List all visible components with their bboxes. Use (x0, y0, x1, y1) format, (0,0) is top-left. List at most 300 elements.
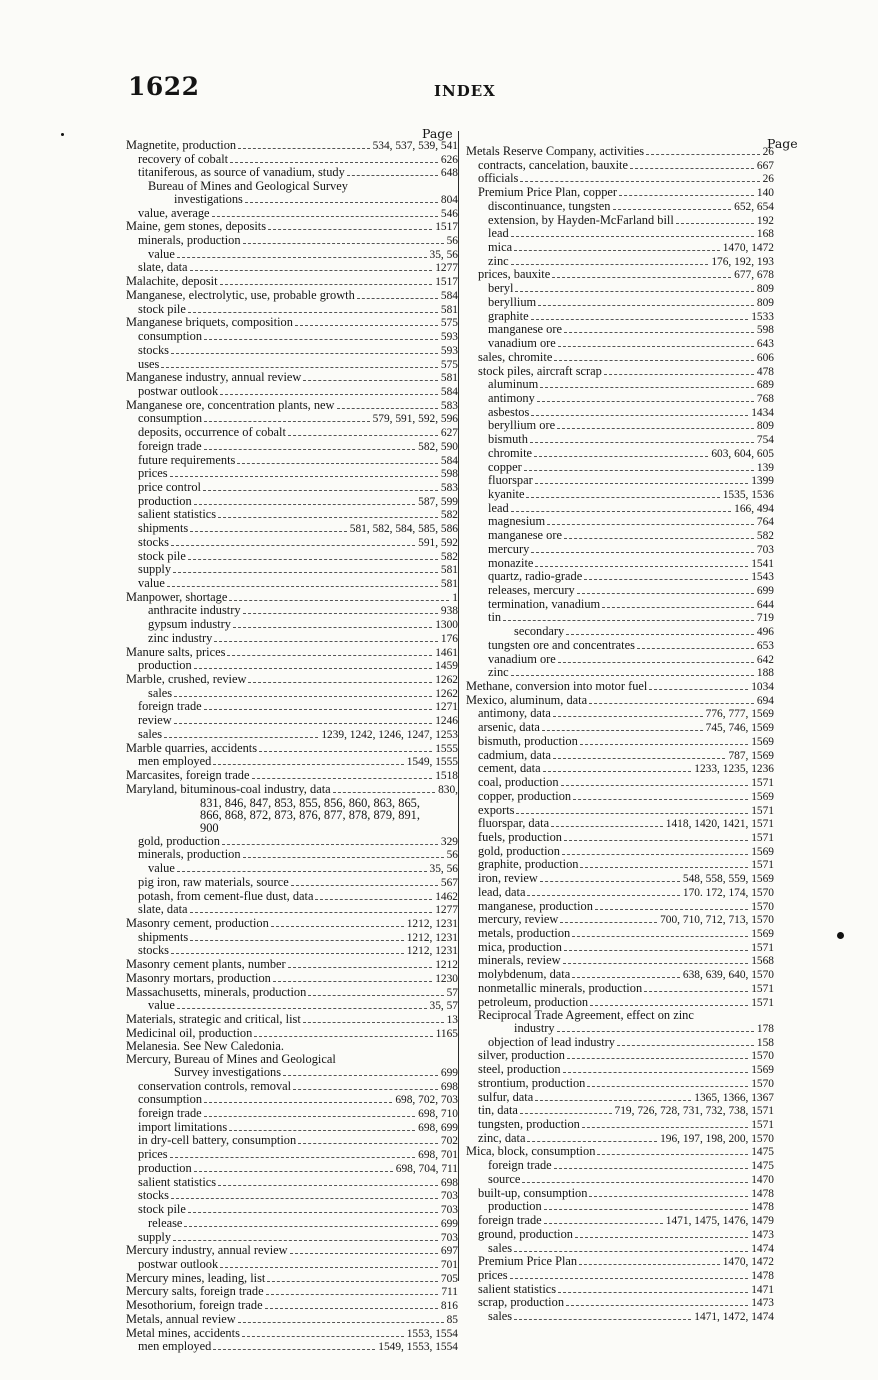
entry-pages: 587, 599 (418, 495, 458, 508)
dot-leader (337, 408, 438, 409)
entry-text: mica (488, 240, 513, 255)
entry-text: Masonry mortars, production (126, 970, 271, 985)
dot-leader (516, 813, 748, 814)
dot-leader (537, 401, 754, 402)
dot-leader (572, 977, 680, 978)
index-entry (126, 835, 458, 849)
dot-leader (213, 1349, 375, 1350)
entry-text: minerals, review (478, 953, 561, 968)
entry-text: value, average (138, 205, 210, 220)
entry-text: sales, chromite (478, 349, 553, 364)
dot-leader (214, 641, 438, 642)
entry-pages: 1569 (751, 790, 774, 803)
dot-leader (561, 785, 749, 786)
index-entry (126, 440, 458, 454)
dot-leader (243, 243, 444, 244)
entry-pages: 1470, 1472 (722, 242, 774, 255)
entry-pages: 1533 (751, 310, 774, 323)
entry-pages: 579, 591, 592, 596 (372, 413, 458, 426)
entry-text: release (148, 1215, 183, 1230)
entry-pages: 643 (756, 338, 774, 351)
index-entry (466, 1145, 774, 1159)
index-entry (126, 153, 458, 167)
entry-text: Metals, annual review (126, 1311, 236, 1326)
index-entry (126, 522, 458, 536)
dot-leader (303, 1022, 444, 1023)
index-entry (466, 1173, 774, 1187)
entry-text: chromite (488, 445, 533, 460)
dot-leader (553, 716, 703, 717)
index-entry (126, 508, 458, 522)
dot-leader (170, 1157, 416, 1158)
dot-leader (515, 291, 753, 292)
dot-leader (534, 456, 708, 457)
entry-text: cadmium, data (478, 747, 551, 762)
entry-text: secondary (514, 624, 565, 639)
dot-leader (171, 353, 438, 354)
entry-pages: 1517 (435, 221, 458, 234)
index-entry (466, 214, 774, 228)
entry-pages: 584 (440, 289, 458, 302)
index-entry (126, 822, 458, 835)
dot-leader (589, 1196, 748, 1197)
index-entry (126, 399, 458, 413)
index-entry (466, 845, 774, 859)
dot-leader (514, 1251, 748, 1252)
dot-leader (161, 367, 438, 368)
dot-leader (584, 579, 748, 580)
entry-text: manganese ore (488, 322, 562, 337)
dot-leader (243, 857, 444, 858)
entry-text: fluorspar (488, 473, 533, 488)
dot-leader (514, 250, 720, 251)
entry-pages: 1543 (751, 571, 774, 584)
dot-leader (167, 586, 438, 587)
entry-pages: 478 (756, 365, 774, 378)
entry-text: beryllium ore (488, 418, 556, 433)
index-entry (126, 234, 458, 248)
index-entry (126, 412, 458, 426)
entry-text: prices (138, 1147, 168, 1162)
index-entry (126, 931, 458, 945)
index-entry (126, 632, 458, 646)
index-entry (126, 303, 458, 317)
entry-text: quartz, radio-grade (488, 569, 583, 584)
entry-pages: 698, 702, 703 (395, 1094, 458, 1107)
entry-pages: 1262 (435, 687, 458, 700)
entry-pages: 496 (756, 626, 774, 639)
entry-pages: 575 (440, 317, 458, 330)
entry-pages: 581 (440, 303, 458, 316)
entry-text: extension, by Hayden-McFarland bill (488, 212, 674, 227)
dot-leader (531, 319, 749, 320)
entry-pages: 26 (762, 173, 774, 186)
index-entry (466, 1091, 774, 1105)
entry-text: vanadium ore (488, 651, 556, 666)
dot-leader (575, 1237, 748, 1238)
entry-text: releases, mercury (488, 583, 575, 597)
entry-text: production (488, 1199, 542, 1214)
entry-text: minerals, production (138, 847, 241, 862)
index-entry (126, 1080, 458, 1094)
dot-leader (254, 1036, 432, 1037)
dot-leader (557, 1031, 754, 1032)
entry-pages: 56 (446, 235, 458, 248)
index-entry (466, 255, 774, 269)
index-column-right (466, 145, 774, 1324)
entry-text: tungsten ore and concentrates (488, 637, 635, 652)
dot-leader (544, 1209, 749, 1210)
entry-text: officials (478, 171, 519, 186)
entry-text: supply (138, 562, 172, 577)
dot-leader (676, 223, 754, 224)
entry-pages: 1569 (751, 735, 774, 748)
entry-text: production (138, 1160, 192, 1175)
dot-leader (520, 1113, 612, 1114)
dot-leader (308, 995, 443, 996)
index-entry (466, 927, 774, 941)
entry-text: stocks (138, 534, 169, 549)
dot-leader (564, 332, 754, 333)
dot-leader (511, 675, 754, 676)
index-entry (466, 1283, 774, 1297)
index-entry (466, 570, 774, 584)
index-entry (126, 481, 458, 495)
entry-text: sales (488, 1240, 513, 1255)
entry-pages: 1518 (435, 770, 458, 783)
index-entry (466, 968, 774, 982)
entry-text: shipments (138, 929, 189, 944)
dot-leader (293, 1089, 438, 1090)
dot-leader (233, 627, 432, 628)
index-entry (466, 982, 774, 996)
entry-text: manganese ore (488, 528, 562, 543)
index-entry (466, 762, 774, 776)
dot-leader (184, 1226, 438, 1227)
scan-speck (837, 932, 844, 939)
entry-pages: 653 (756, 639, 774, 652)
entry-text: copper (488, 459, 522, 474)
dot-leader (288, 967, 433, 968)
dot-leader (171, 1198, 438, 1199)
index-entry (466, 502, 774, 516)
entry-pages: 1568 (751, 955, 774, 968)
entry-text: salient statistics (478, 1281, 557, 1296)
index-entry (466, 639, 774, 653)
entry-pages: 1571 (751, 777, 774, 790)
entry-text: prices (478, 1267, 508, 1282)
dot-leader (173, 572, 438, 573)
entry-text: anthracite industry (148, 603, 241, 618)
dot-leader (204, 339, 438, 340)
scan-speck (61, 133, 64, 136)
entry-text: kyanite (488, 486, 525, 501)
dot-leader (563, 1072, 749, 1073)
index-entry (466, 529, 774, 543)
index-entry (466, 543, 774, 557)
entry-text: strontium, production (478, 1075, 586, 1090)
entry-pages: 1570 (751, 1050, 774, 1063)
entry-text: Manganese ore, concentration plants, new (126, 397, 335, 412)
dot-leader (237, 463, 438, 464)
entry-pages: 35, 56 (429, 863, 458, 876)
index-entry (126, 903, 458, 917)
index-entry (466, 584, 774, 598)
index-entry (466, 268, 774, 282)
dot-leader (177, 257, 427, 258)
dot-leader (174, 723, 433, 724)
entry-pages: 816 (440, 1300, 458, 1313)
entry-text: Metals Reserve Company, activities (466, 144, 645, 158)
entry-pages: 697 (440, 1245, 458, 1258)
dot-leader (333, 792, 435, 793)
entry-pages: 699 (440, 1066, 458, 1079)
entry-pages: 1549, 1555 (406, 756, 458, 769)
dot-leader (315, 899, 432, 900)
dot-leader (535, 1100, 691, 1101)
index-entry (126, 862, 458, 876)
index-entry (126, 371, 458, 385)
dot-leader (271, 926, 404, 927)
entry-pages: 1 (452, 591, 458, 604)
entry-pages: 534, 537, 539, 541 (372, 140, 458, 152)
dot-leader (511, 236, 754, 237)
entry-text: production (138, 658, 192, 673)
entry-text: foreign trade (138, 1106, 202, 1121)
dot-leader (220, 1267, 438, 1268)
entry-pages: 1571 (751, 982, 774, 995)
entry-pages: 1165 (435, 1027, 458, 1040)
entry-text: value (148, 998, 175, 1013)
entry-pages: 698, 699 (418, 1121, 458, 1134)
dot-leader (572, 936, 748, 937)
entry-text: asbestos (488, 404, 530, 419)
dot-leader (230, 162, 438, 163)
entry-text: Reciprocal Trade Agreement, effect on zinc (478, 1008, 694, 1023)
index-entry (126, 1299, 458, 1313)
entry-text: shipments (138, 521, 189, 536)
entry-pages: 1473 (751, 1228, 774, 1241)
dot-leader (526, 497, 719, 498)
entry-text: uses (138, 356, 160, 371)
entry-pages: 652, 654 (734, 200, 774, 213)
entry-text: salient statistics (138, 1174, 217, 1189)
entry-text: Medicinal oil, production (126, 1025, 253, 1040)
dot-leader (558, 662, 754, 663)
dot-leader (220, 284, 433, 285)
entry-pages: 703 (440, 1204, 458, 1217)
entry-text: bismuth, production (478, 733, 578, 748)
index-entry (466, 310, 774, 324)
index-entry (466, 365, 774, 379)
index-entry (126, 454, 458, 468)
entry-pages: 1553, 1554 (406, 1327, 458, 1340)
dot-leader (204, 709, 433, 710)
entry-pages: 192 (756, 214, 774, 227)
dot-leader (530, 442, 754, 443)
index-entry (126, 742, 458, 756)
entry-pages: 56 (446, 849, 458, 862)
index-entry (126, 1027, 458, 1041)
index-entry (466, 145, 774, 159)
entry-text: investigations (174, 191, 243, 206)
index-entry (126, 769, 458, 783)
entry-pages: 705 (440, 1272, 458, 1285)
entry-text: graphite, production (478, 857, 579, 872)
entry-pages: 1569 (751, 1064, 774, 1077)
entry-text: fluorspar, data (478, 816, 550, 831)
entry-pages: 745, 746, 1569 (705, 722, 774, 735)
entry-text: Masonry cement plants, number (126, 957, 286, 972)
index-entry (126, 1340, 458, 1354)
dot-leader (566, 634, 754, 635)
dot-leader (527, 895, 679, 896)
entry-pages: 584 (440, 385, 458, 398)
entry-pages: 598 (756, 324, 774, 337)
entry-pages: 1212 (435, 959, 458, 972)
dot-leader (564, 840, 748, 841)
entry-pages: 13 (446, 1014, 458, 1026)
page-column-label-left: Page (422, 126, 453, 141)
dot-leader (554, 360, 754, 361)
dot-leader (170, 476, 438, 477)
entry-pages: 698, 701 (418, 1149, 458, 1162)
index-entry (466, 323, 774, 337)
index-entry (126, 1258, 458, 1272)
index-entry (466, 680, 774, 694)
entry-pages: 548, 558, 559, 1569 (682, 873, 774, 886)
index-entry (466, 1200, 774, 1214)
entry-pages: 627 (440, 427, 458, 440)
entry-pages: 196, 197, 198, 200, 1570 (660, 1132, 774, 1145)
dot-leader (558, 1292, 748, 1293)
dot-leader (579, 1264, 720, 1265)
entry-text: Materials, strategic and critical, list (126, 1012, 301, 1026)
index-entry (126, 673, 458, 687)
index-entry (466, 900, 774, 914)
index-entry (126, 248, 458, 262)
dot-leader (203, 490, 438, 491)
entry-text: beryllium (488, 294, 537, 309)
entry-text: bismuth (488, 432, 528, 447)
index-entry (466, 474, 774, 488)
index-entry (466, 831, 774, 845)
entry-text: Mexico, aluminum, data (466, 692, 588, 707)
entry-text: consumption (138, 329, 203, 344)
dot-leader (164, 737, 318, 738)
entry-pages: 1475 (751, 1160, 774, 1173)
index-entry (466, 1187, 774, 1201)
entry-pages: 593 (440, 344, 458, 357)
index-entry (126, 316, 458, 330)
index-entry (126, 1272, 458, 1286)
index-entry (466, 749, 774, 763)
dot-leader (347, 175, 438, 176)
entry-pages: 1478 (751, 1269, 774, 1282)
index-entry (126, 426, 458, 440)
entry-text: men employed (138, 1339, 212, 1354)
dot-leader (266, 1294, 439, 1295)
dot-leader (547, 524, 754, 525)
index-entry (466, 1269, 774, 1283)
dot-leader (259, 751, 432, 752)
entry-text: antimony, data (478, 706, 551, 721)
index-entry (126, 618, 458, 632)
index-entry (466, 200, 774, 214)
entry-pages: 35, 57 (429, 1000, 458, 1013)
entry-text: iron, review (478, 871, 538, 886)
dot-leader (188, 1212, 438, 1213)
dot-leader (637, 648, 754, 649)
entry-pages: 626 (440, 153, 458, 166)
entry-pages: 1571 (751, 804, 774, 817)
entry-text: cement, data (478, 761, 541, 776)
index-entry (466, 872, 774, 886)
dot-leader (267, 1281, 438, 1282)
entry-text: Mesothorium, foreign trade (126, 1298, 263, 1313)
entry-text: Manganese industry, annual review (126, 370, 302, 385)
entry-text: zinc industry (148, 630, 213, 645)
dot-leader (190, 270, 433, 271)
dot-leader (511, 264, 709, 265)
entry-pages: 178 (756, 1023, 774, 1035)
entry-text: industry (514, 1021, 555, 1035)
dot-leader (580, 744, 748, 745)
index-entry (466, 804, 774, 818)
index-entry (126, 220, 458, 234)
dot-leader (562, 854, 748, 855)
index-entry (466, 1022, 774, 1036)
entry-text: zinc, data (478, 1130, 526, 1145)
index-entry (126, 972, 458, 986)
dot-leader (520, 181, 759, 182)
dot-leader (589, 703, 754, 704)
entry-text: prices, bauxite (478, 267, 551, 282)
dot-leader (218, 517, 438, 518)
index-entry (126, 604, 458, 618)
dot-leader (190, 940, 403, 941)
index-entry (466, 515, 774, 529)
dot-leader (298, 1143, 438, 1144)
entry-text: ground, production (478, 1226, 573, 1241)
index-entry (466, 1296, 774, 1310)
entry-pages: 1365, 1366, 1367 (694, 1091, 774, 1104)
entry-text: foreign trade (138, 438, 202, 453)
entry-text: lead (488, 226, 509, 241)
entry-text: Maryland, bituminous-coal industry, data (126, 781, 331, 796)
entry-text: Bureau of Mines and Geological Survey (148, 179, 348, 194)
dot-leader (248, 682, 432, 683)
entry-pages: 582 (440, 509, 458, 522)
entry-text: sulfur, data (478, 1089, 534, 1104)
page-number: 1622 (128, 72, 200, 101)
entry-pages: 1571 (751, 1119, 774, 1132)
entry-text: import limitations (138, 1119, 228, 1134)
index-entry (466, 776, 774, 790)
index-entry (126, 1313, 458, 1327)
index-entry (466, 351, 774, 365)
dot-leader (544, 1223, 663, 1224)
dot-leader (577, 593, 754, 594)
entry-text: sales (138, 726, 163, 741)
entry-text: gypsum industry (148, 617, 231, 632)
index-entry (126, 1231, 458, 1245)
index-entry (126, 344, 458, 358)
index-entry (466, 598, 774, 612)
dot-leader (171, 545, 415, 546)
dot-leader (564, 950, 748, 951)
entry-text: tungsten, production (478, 1117, 580, 1132)
